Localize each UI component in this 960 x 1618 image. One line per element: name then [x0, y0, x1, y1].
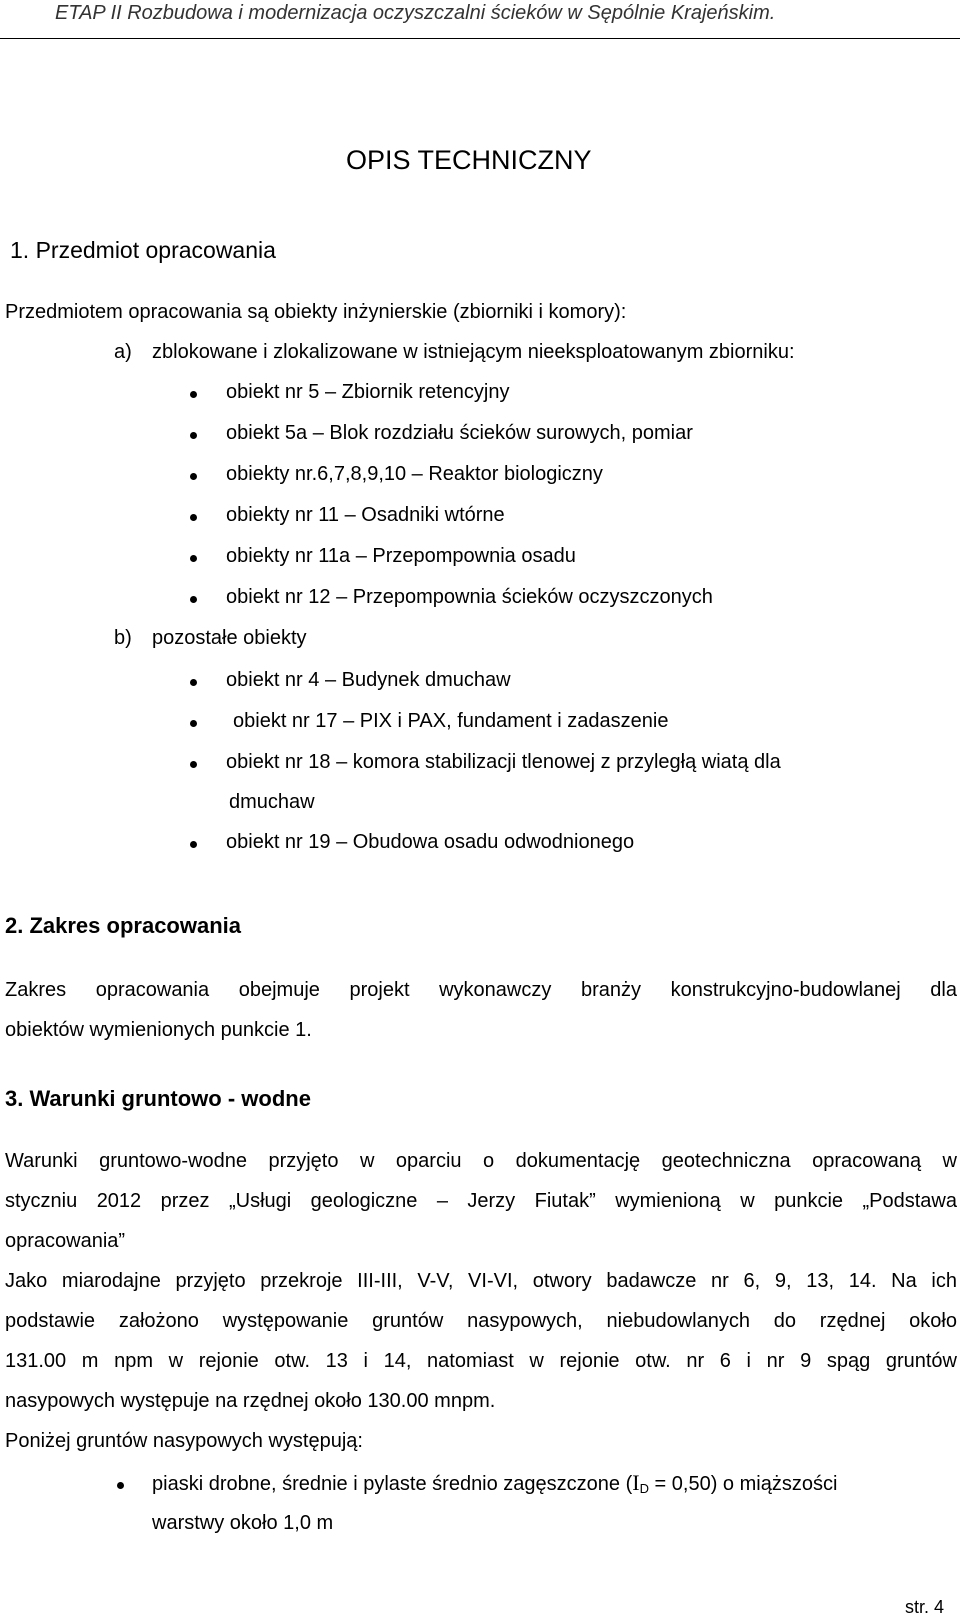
page-number: str. 4	[905, 1597, 945, 1617]
bullet-icon	[190, 720, 197, 727]
list-item	[152, 1470, 837, 1502]
section-2-heading: 2. Zakres opracowania	[5, 913, 241, 938]
list-item: obiekt 5a – Blok rozdziału ścieków surowych, pomiar	[226, 422, 693, 444]
density-symbol: I	[632, 1470, 640, 1495]
bullet-icon	[190, 841, 197, 848]
group-a-label: zblokowane i zlokalizowane w istniejącym nieeksploatowanym zbiorniku:	[152, 341, 795, 363]
running-header	[0, 0, 960, 39]
list-item: obiekt nr 18 – komora stabilizacji tlenowej z przyległą wiatą dla	[226, 751, 781, 773]
bullet-icon	[190, 555, 197, 562]
paragraph-line: 131.00 m npm w rejonie otw. 13 i 14, natomiast w rejonie otw. nr 6 i nr 9 spąg gruntów	[5, 1350, 957, 1372]
paragraph-line: styczniu 2012 przez „Usługi geologiczne – Jerzy Fiutak” wymienioną w punkcie „Podstawa	[5, 1190, 957, 1212]
list-item: obiekty nr 11a – Przepompownia osadu	[226, 545, 576, 567]
list-item-continuation: dmuchaw	[229, 791, 315, 813]
list-item-text: = 0,50) o miąższości	[648, 1473, 838, 1495]
bullet-icon	[190, 473, 197, 480]
running-header-text: ETAP II Rozbudowa i modernizacja oczyszczalni ścieków w Sępólnie Krajeńskim.	[55, 2, 776, 24]
bullet-icon	[190, 514, 197, 521]
section-2-line: Zakres opracowania obejmuje projekt wykonawczy branży konstrukcyjno-budowlanej dla	[5, 979, 957, 1001]
paragraph-line: Poniżej gruntów nasypowych występują:	[5, 1430, 363, 1452]
list-item: obiekt nr 4 – Budynek dmuchaw	[226, 669, 511, 691]
list-item: obiekty nr 11 – Osadniki wtórne	[226, 504, 505, 526]
section-3-heading: 3. Warunki gruntowo - wodne	[5, 1086, 311, 1111]
paragraph-line: nasypowych występuje na rzędnej około 130.00 mnpm.	[5, 1390, 496, 1412]
document-title: OPIS TECHNICZNY	[346, 145, 592, 175]
list-item: obiekt nr 17 – PIX i PAX, fundament i zadaszenie	[233, 710, 669, 732]
bullet-icon	[190, 761, 197, 768]
density-subscript: D	[639, 1481, 649, 1496]
bullet-icon	[190, 596, 197, 603]
list-item-text: piaski drobne, średnie i pylaste średnio zagęszczone (	[152, 1473, 633, 1495]
section-1-heading: 1. Przedmiot opracowania	[10, 237, 276, 263]
section-2-line: obiektów wymienionych punkcie 1.	[5, 1019, 312, 1041]
group-b-label: pozostałe obiekty	[152, 627, 307, 649]
list-item-continuation: warstwy około 1,0 m	[152, 1512, 334, 1534]
section-1-intro: Przedmiotem opracowania są obiekty inżynierskie (zbiorniki i komory):	[5, 301, 627, 323]
paragraph-line: Warunki gruntowo-wodne przyjęto w oparciu o dokumentację geotechniczna opracowaną w	[5, 1150, 957, 1172]
list-marker-b: b)	[114, 627, 132, 649]
bullet-icon	[190, 679, 197, 686]
bullet-icon	[190, 391, 197, 398]
list-item: obiekt nr 12 – Przepompownia ścieków oczyszczonych	[226, 586, 713, 608]
paragraph-line: opracowania”	[5, 1230, 126, 1252]
bullet-icon	[190, 432, 197, 439]
paragraph-line: podstawie założono występowanie gruntów nasypowych, niebudowlanych do rzędnej około	[5, 1310, 957, 1332]
list-item: obiekt nr 5 – Zbiornik retencyjny	[226, 381, 510, 403]
list-item: obiekty nr.6,7,8,9,10 – Reaktor biologiczny	[226, 463, 603, 485]
list-marker-a: a)	[114, 341, 132, 363]
bullet-icon	[117, 1482, 124, 1489]
paragraph-line: Jako miarodajne przyjęto przekroje III-III, V-V, VI-VI, otwory badawcze nr 6, 9, 13, 14. Na ich	[5, 1270, 957, 1292]
list-item: obiekt nr 19 – Obudowa osadu odwodnionego	[226, 831, 635, 853]
